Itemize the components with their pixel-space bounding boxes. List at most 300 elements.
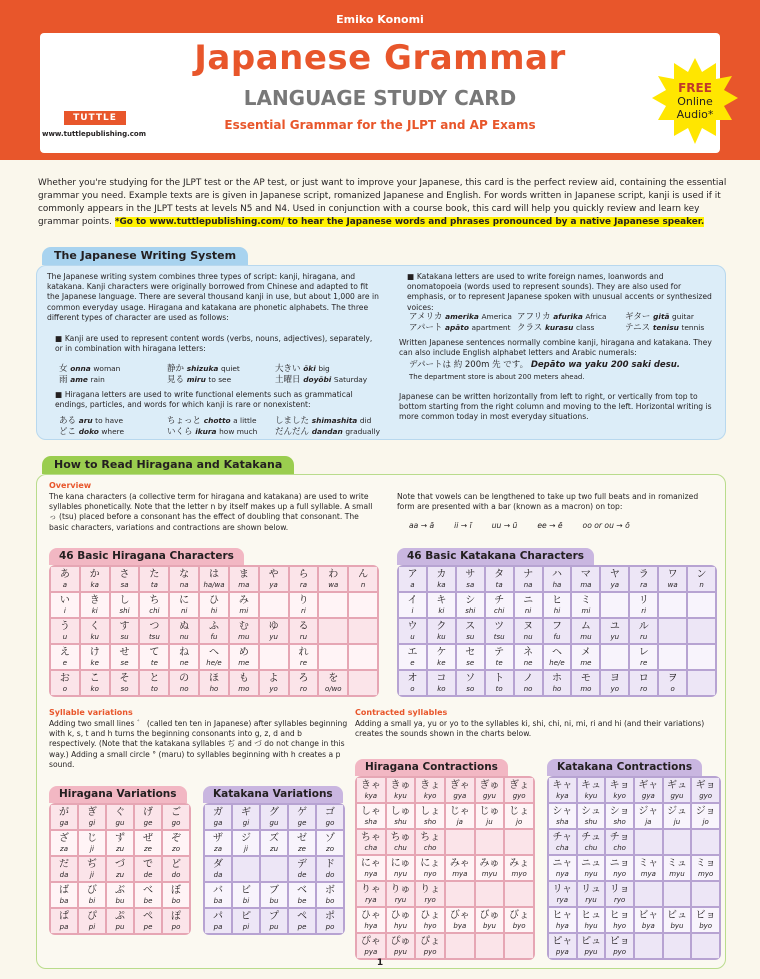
kana-cell	[457, 593, 484, 617]
kana-char: ジャ	[638, 806, 659, 817]
kana-cell	[505, 778, 533, 802]
kana-cell	[664, 804, 691, 828]
kana-romaji: sha	[556, 818, 569, 826]
kana-cell	[230, 671, 258, 695]
kana-romaji: ha/wa	[203, 581, 225, 589]
kana-romaji: myo	[511, 870, 527, 878]
kana-char: ス	[465, 621, 476, 632]
kana-cell	[140, 619, 168, 643]
kana-romaji: n	[699, 581, 704, 589]
kana-cell	[51, 567, 79, 591]
page-title: Japanese Grammar	[194, 38, 566, 78]
kana-cell	[79, 857, 105, 881]
kana-cell	[111, 567, 139, 591]
kana-char: シャ	[552, 806, 573, 817]
kana-char: しゃ	[360, 806, 381, 817]
kana-cell	[261, 805, 287, 829]
kana-romaji: ku	[437, 633, 446, 641]
intro-text: Whether you're studying for the JLPT test or the AP test, or just want to improve your Japanese, this card is the perfect review aid, containing the essential grammar you need. Example texts are is given in Japanese script, romanized Japanese and English. For words written in Japanese script, kanji is used if it commonly appears in the JLPT tests at levels N5 and N4. Used in conjunction with a course book, this card will help you quickly review and learn key grammar points.	[38, 178, 727, 227]
kana-cell	[505, 830, 533, 854]
free-audio-badge[interactable]	[652, 58, 738, 144]
publisher-url[interactable]: www.tuttlepublishing.com	[42, 130, 147, 138]
kana-cell	[428, 567, 455, 591]
kana-cell	[387, 804, 415, 828]
example-japanese: デパートは 約 200m 先 です。	[409, 360, 529, 370]
example-word	[275, 425, 380, 437]
kana-cell	[79, 831, 105, 855]
kana-romaji: mi	[581, 607, 591, 615]
kana-char: ひ	[208, 595, 219, 606]
example-ro: doko	[78, 427, 102, 436]
kana-romaji: jo	[516, 818, 523, 826]
kana-cell	[163, 909, 189, 933]
kana-char: う	[59, 621, 70, 632]
kana-cell	[81, 645, 109, 669]
example-en: tennis	[681, 323, 705, 332]
kana-char: エ	[407, 647, 418, 658]
kana-char: ひゃ	[360, 910, 381, 921]
kana-romaji: ze	[144, 845, 152, 853]
kana-char: し	[119, 595, 130, 606]
kana-cell	[688, 567, 715, 591]
kana-romaji: kyu	[394, 792, 407, 800]
kana-cell	[107, 883, 133, 907]
kana-char: リャ	[552, 884, 573, 895]
kana-char: ギョ	[695, 780, 716, 791]
kana-char: ゼ	[297, 833, 307, 844]
kana-char: あ	[59, 569, 70, 580]
kana-cell	[505, 804, 533, 828]
kana-cell	[664, 856, 691, 880]
kana-romaji: ri	[641, 607, 647, 615]
kana-cell	[261, 831, 287, 855]
kana-cell	[549, 934, 576, 958]
kana-cell	[505, 908, 533, 932]
kana-romaji: pe	[143, 923, 153, 931]
example-ro: kurasu	[544, 323, 576, 332]
kana-cell	[81, 671, 109, 695]
kana-romaji: o	[670, 685, 675, 693]
kana-char: ラ	[638, 569, 649, 580]
kana-char: の	[179, 673, 190, 684]
kana-romaji: pyo	[613, 948, 627, 956]
kana-char: デ	[297, 859, 307, 870]
kana-romaji: jo	[702, 818, 709, 826]
kana-romaji: pya	[364, 948, 378, 956]
kana-cell	[51, 671, 79, 695]
kana-cell	[233, 805, 259, 829]
example-en: woman	[93, 364, 121, 373]
katakana-table-title: 46 Basic Katakana Characters	[397, 548, 594, 565]
kana-char: ぱ	[59, 911, 69, 922]
kana-cell	[457, 619, 484, 643]
kana-romaji: ko	[90, 685, 99, 693]
kana-cell	[205, 883, 231, 907]
kana-romaji: bi	[242, 897, 250, 905]
kana-romaji: ne	[179, 659, 189, 667]
kana-char: マ	[580, 569, 591, 580]
kana-cell	[349, 645, 377, 669]
example-en: apartment	[471, 323, 511, 332]
kana-romaji: ya	[269, 581, 278, 589]
kana-romaji: kya	[556, 792, 569, 800]
kana-romaji: me	[580, 659, 592, 667]
kana-char: にゃ	[360, 858, 381, 869]
kana-cell	[544, 671, 571, 695]
kana-cell	[630, 645, 657, 669]
kana-char: り	[298, 595, 309, 606]
kana-char: お	[59, 673, 70, 684]
katakana-description	[399, 272, 719, 313]
kana-cell	[387, 908, 415, 932]
kana-char: にゅ	[390, 858, 411, 869]
kana-cell	[317, 805, 343, 829]
kana-cell	[319, 619, 347, 643]
macron-text: Note that vowels can be lengthened to take up two full beats and in romanized form are presented with a bar (known as a macron) on top:	[397, 492, 699, 512]
kana-cell	[578, 778, 605, 802]
kana-romaji: yo	[269, 685, 278, 693]
kana-cell	[692, 882, 719, 906]
example-en: Africa	[585, 312, 607, 321]
kana-romaji: gu	[269, 819, 279, 827]
kana-romaji: pa	[213, 923, 223, 931]
kana-cell	[505, 934, 533, 958]
kana-cell	[664, 830, 691, 854]
kana-romaji: bya	[641, 922, 655, 930]
kana-panel	[36, 474, 726, 969]
kana-romaji: i	[411, 607, 414, 615]
example-ro: aru	[78, 416, 96, 425]
kana-char: ザ	[213, 833, 223, 844]
kana-char: ク	[436, 621, 447, 632]
kana-char: りょ	[420, 884, 441, 895]
kana-char: ぢ	[87, 859, 97, 870]
kana-cell	[107, 909, 133, 933]
kana-cell	[399, 671, 426, 695]
kana-cell	[635, 882, 662, 906]
example-ro: gitā	[653, 312, 673, 321]
example-en: how much	[219, 427, 258, 436]
kana-romaji: fu	[553, 633, 561, 641]
kana-char: ちゅ	[390, 832, 411, 843]
kana-char: チ	[494, 595, 505, 606]
kana-cell	[357, 934, 385, 958]
kana-cell	[578, 882, 605, 906]
example-ro: apāto	[445, 323, 472, 332]
kana-char: ヒャ	[552, 910, 573, 921]
kana-cell	[515, 593, 542, 617]
kana-char: じゅ	[479, 806, 500, 817]
kana-cell	[289, 805, 315, 829]
kana-romaji: sa	[120, 581, 129, 589]
kana-romaji: go	[325, 819, 335, 827]
kana-cell	[476, 934, 504, 958]
kana-cell	[107, 805, 133, 829]
kana-romaji: za	[60, 845, 68, 853]
kana-romaji: ga	[213, 819, 223, 827]
kana-cell	[170, 619, 198, 643]
kana-cell	[399, 593, 426, 617]
kana-char: びゃ	[449, 910, 470, 921]
kana-char: か	[89, 569, 100, 580]
kana-romaji: ro	[640, 685, 648, 693]
kana-romaji: se	[120, 659, 129, 667]
kana-cell	[387, 778, 415, 802]
kana-char: ヲ	[667, 673, 678, 684]
kana-char: ヒ	[551, 595, 562, 606]
kana-cell	[515, 645, 542, 669]
kana-char: ろ	[298, 673, 309, 684]
kana-char: ピョ	[609, 936, 630, 947]
kana-romaji: ki	[91, 607, 98, 615]
kana-cell	[549, 778, 576, 802]
kana-romaji: ja	[645, 818, 652, 826]
kana-romaji: ru	[640, 633, 648, 641]
kana-romaji: no	[523, 685, 533, 693]
kana-char: ちゃ	[360, 832, 381, 843]
kana-cell	[544, 567, 571, 591]
syllable-variations-heading: Syllable variations	[49, 708, 133, 717]
kana-char: テ	[494, 647, 505, 658]
kana-romaji: na	[179, 581, 189, 589]
kana-romaji: yu	[269, 633, 278, 641]
kana-romaji: byo	[699, 922, 713, 930]
kana-romaji: de	[297, 871, 307, 879]
kana-romaji: se	[466, 659, 475, 667]
kana-cell	[399, 567, 426, 591]
kana-cell	[606, 830, 633, 854]
kana-char: ビュ	[666, 910, 687, 921]
example-word	[517, 321, 594, 333]
kana-romaji: byu	[482, 922, 496, 930]
kana-char: ニャ	[552, 858, 573, 869]
kana-cell	[205, 831, 231, 855]
kana-char: ビャ	[638, 910, 659, 921]
kana-romaji: nu	[179, 633, 189, 641]
kana-romaji: bya	[453, 922, 467, 930]
kana-cell	[692, 908, 719, 932]
kana-char: ウ	[407, 621, 418, 632]
kana-romaji: byo	[512, 922, 526, 930]
kana-romaji: wa	[667, 581, 678, 589]
example-jp: 女	[59, 364, 71, 374]
badge-line-2: Online	[677, 95, 713, 108]
kana-cell	[349, 619, 377, 643]
kana-char: ば	[59, 885, 69, 896]
kana-romaji: hya	[364, 922, 378, 930]
kana-romaji: ya	[610, 581, 620, 589]
kana-char: ヘ	[551, 647, 562, 658]
kana-cell	[233, 857, 259, 881]
kana-char: サ	[465, 569, 476, 580]
kana-char: じ	[87, 833, 97, 844]
kana-char: グ	[269, 807, 279, 818]
kana-romaji: o	[62, 685, 68, 693]
kana-romaji: byu	[670, 922, 684, 930]
kana-romaji: ke	[437, 659, 446, 667]
kana-cell	[349, 567, 377, 591]
kana-char: カ	[436, 569, 447, 580]
kana-romaji: su	[466, 633, 475, 641]
kana-cell	[549, 908, 576, 932]
kana-romaji: hi	[553, 607, 561, 615]
kana-cell	[578, 804, 605, 828]
kana-romaji: so	[120, 685, 129, 693]
kana-char: ミャ	[638, 858, 659, 869]
kana-romaji: ji	[90, 845, 94, 853]
kana-char: は	[208, 569, 219, 580]
kana-romaji: ma	[580, 581, 592, 589]
kana-cell	[111, 671, 139, 695]
kana-cell	[107, 857, 133, 881]
kana-romaji: ze	[298, 845, 306, 853]
kana-char: で	[143, 859, 153, 870]
kana-romaji: kya	[364, 792, 378, 800]
kana-char: きゃ	[360, 780, 381, 791]
kana-cell	[135, 909, 161, 933]
page-number: 1	[376, 958, 384, 968]
kana-romaji: ji	[244, 845, 248, 853]
kana-cell	[606, 804, 633, 828]
kana-char: ご	[171, 807, 181, 818]
kana-romaji: sa	[466, 581, 475, 589]
kana-cell	[261, 909, 287, 933]
kana-cell	[260, 645, 288, 669]
kana-cell	[260, 619, 288, 643]
kana-romaji: bu	[269, 897, 279, 905]
kana-char: メ	[580, 647, 591, 658]
kana-romaji: gya	[641, 792, 655, 800]
kana-char: レ	[638, 647, 649, 658]
kana-cell	[688, 619, 715, 643]
kana-char: ぶ	[115, 885, 125, 896]
example-ro: dandan	[311, 427, 346, 436]
intro-paragraph	[38, 177, 728, 229]
kana-cell	[79, 805, 105, 829]
kana-cell	[163, 883, 189, 907]
kana-romaji: pi	[88, 923, 96, 931]
kana-cell	[549, 856, 576, 880]
kana-cell	[606, 934, 633, 958]
kana-cell	[416, 804, 444, 828]
kana-romaji: ge	[297, 819, 307, 827]
kana-cell	[416, 830, 444, 854]
kana-cell	[544, 645, 571, 669]
kana-romaji: ne	[523, 659, 533, 667]
kana-char: め	[238, 647, 249, 658]
kana-romaji: hyo	[613, 922, 627, 930]
kana-char: ゆ	[268, 621, 279, 632]
kana-romaji: myu	[669, 870, 685, 878]
kana-cell	[290, 671, 318, 695]
macron-examples	[409, 521, 709, 531]
kana-romaji: ryu	[585, 896, 597, 904]
kana-char: へ	[208, 647, 219, 658]
kana-cell	[200, 671, 228, 695]
kana-char: チュ	[581, 832, 601, 843]
kana-cell	[692, 778, 719, 802]
intro-highlight: *Go to www.tuttlepublishing.com/ to hear the Japanese words and phrases pronounced by a native Japanese speaker.	[114, 217, 705, 227]
kana-cell	[51, 831, 77, 855]
katakana-variations-table	[203, 803, 345, 935]
kana-romaji: ku	[90, 633, 99, 641]
kana-romaji: shi	[119, 607, 130, 615]
kana-char: ふ	[208, 621, 219, 632]
kana-cell	[51, 909, 77, 933]
kana-char: に	[179, 595, 190, 606]
kana-char: ム	[580, 621, 591, 632]
kana-char: べ	[143, 885, 153, 896]
kana-romaji: u	[62, 633, 68, 641]
kana-romaji: gya	[453, 792, 467, 800]
kana-char: ヒュ	[580, 910, 601, 921]
kana-char: よ	[268, 673, 279, 684]
kana-cell	[457, 645, 484, 669]
kana-char: む	[238, 621, 249, 632]
example-en: where	[101, 427, 125, 436]
example-ro: miru	[186, 375, 209, 384]
kana-char: しゅ	[390, 806, 411, 817]
kana-cell	[601, 567, 628, 591]
example-ro: tenisu	[652, 323, 682, 332]
kana-char: ボ	[325, 885, 335, 896]
kana-cell	[606, 856, 633, 880]
kana-cell	[601, 619, 628, 643]
kana-cell	[79, 883, 105, 907]
kana-cell	[692, 804, 719, 828]
kana-cell	[319, 671, 347, 695]
kana-romaji: ryu	[394, 896, 407, 904]
mixed-example-en: The department store is about 200 meters ahead.	[409, 373, 585, 381]
example-en: America	[481, 312, 512, 321]
kana-romaji: zo	[326, 845, 334, 853]
example-ro: ōki	[303, 364, 319, 373]
kana-romaji: nya	[555, 870, 569, 878]
kana-char: ぺ	[143, 911, 153, 922]
kana-romaji: ge	[143, 819, 153, 827]
kana-char: にょ	[420, 858, 441, 869]
writing-system-heading: The Japanese Writing System	[42, 247, 248, 265]
kana-char: ほ	[208, 673, 219, 684]
kana-char: く	[89, 621, 100, 632]
kana-romaji: re	[299, 659, 308, 667]
kana-char: キ	[436, 595, 447, 606]
kana-romaji: o	[410, 685, 415, 693]
kana-cell	[544, 619, 571, 643]
kana-cell	[319, 645, 347, 669]
page-subtitle: LANGUAGE STUDY CARD	[243, 86, 517, 110]
kana-char: ガ	[213, 807, 223, 818]
kana-cell	[79, 909, 105, 933]
example-en: to see	[208, 375, 232, 384]
example-ro: ikura	[195, 427, 220, 436]
kana-char: ギ	[241, 807, 251, 818]
katakana-examples	[409, 310, 719, 334]
katakana-variations-title: Katakana Variations	[203, 786, 343, 803]
kana-romaji: ha	[552, 581, 562, 589]
kana-romaji: ma	[238, 581, 250, 589]
kana-char: リョ	[609, 884, 630, 895]
kana-romaji: gu	[115, 819, 125, 827]
kana-cell	[457, 567, 484, 591]
kana-romaji: ja	[456, 818, 463, 826]
kana-cell	[170, 645, 198, 669]
kana-cell	[572, 645, 599, 669]
kana-cell	[416, 934, 444, 958]
kana-char: ぎゅ	[479, 780, 500, 791]
kana-char: ナ	[523, 569, 534, 580]
mixed-example-jp	[409, 360, 719, 370]
